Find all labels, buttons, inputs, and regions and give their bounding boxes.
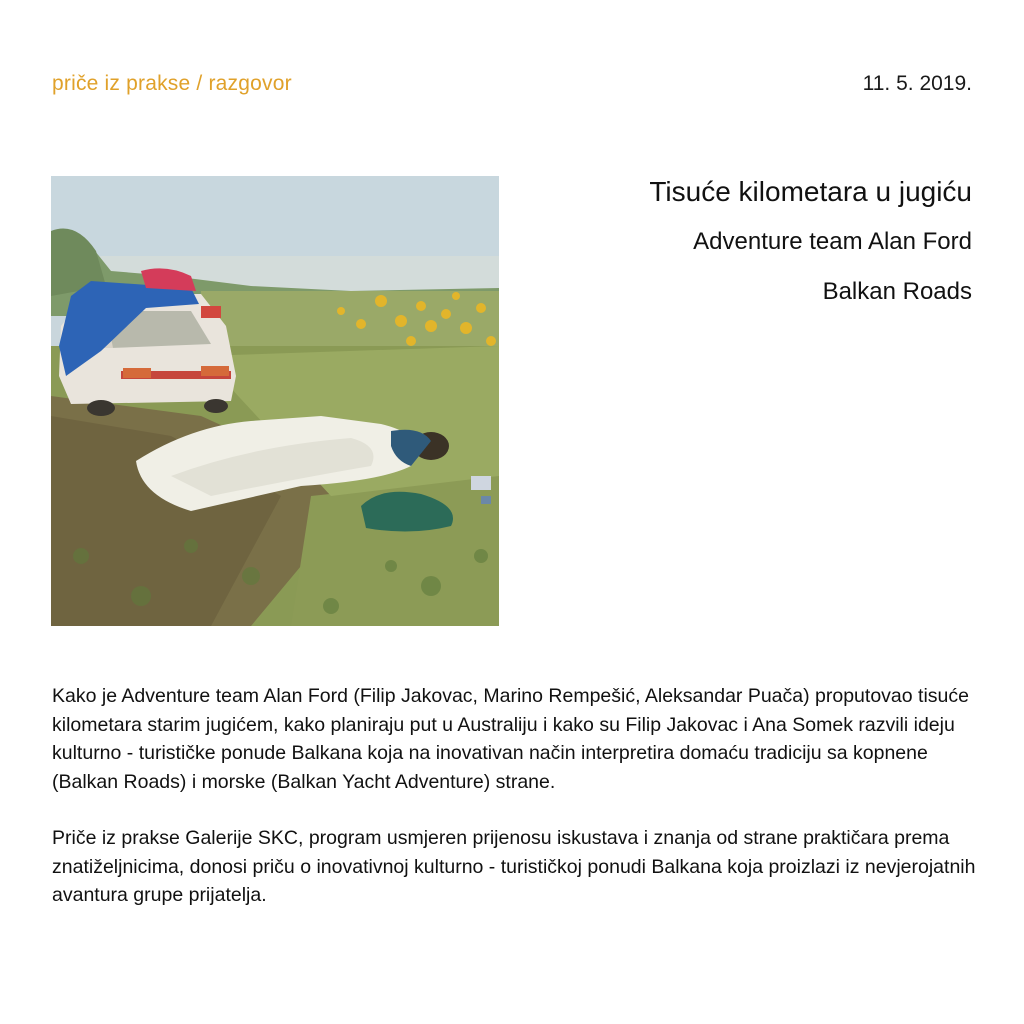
article-titles [649,172,972,308]
car-with-sleeping-person-in-field-image [51,176,499,626]
article-subtitle-team: Adventure team Alan Ford [693,228,972,255]
article-subtitle-project: Balkan Roads [822,278,972,305]
body-paragraph-1: Kako je Adventure team Alan Ford (Filip Jakovac, Marino Rempešić, Aleksandar Puača) proputovao tisuće kilometara starim jugićem, kako planiraju put u Australiju i kako su Filip Jakovac i Ana Somek razvili ideju kulturno - turističke ponude Balkana koja na inovativan način interpretira domaću tradiciju sa kopnene (Balkan Roads) i morske (Balkan Yacht Adventure) strane. [52,685,969,793]
publish-date: 11. 5. 2019. [862,72,972,95]
article-title: Tisuće kilometara u jugiću [649,176,972,207]
article-body [52,682,977,938]
body-paragraph-2: Priče iz prakse Galerije SKC, program usmjeren prijenosu iskustava i znanja od strane praktičara prema znatiželjnicima, donosi priču o inovativnoj kulturno - turističkoj ponudi Balkana koja proizlazi iz nevjerojatnih avantura grupe prijatelja. [52,827,976,906]
category-label: priče iz prakse / razgovor [52,72,292,95]
